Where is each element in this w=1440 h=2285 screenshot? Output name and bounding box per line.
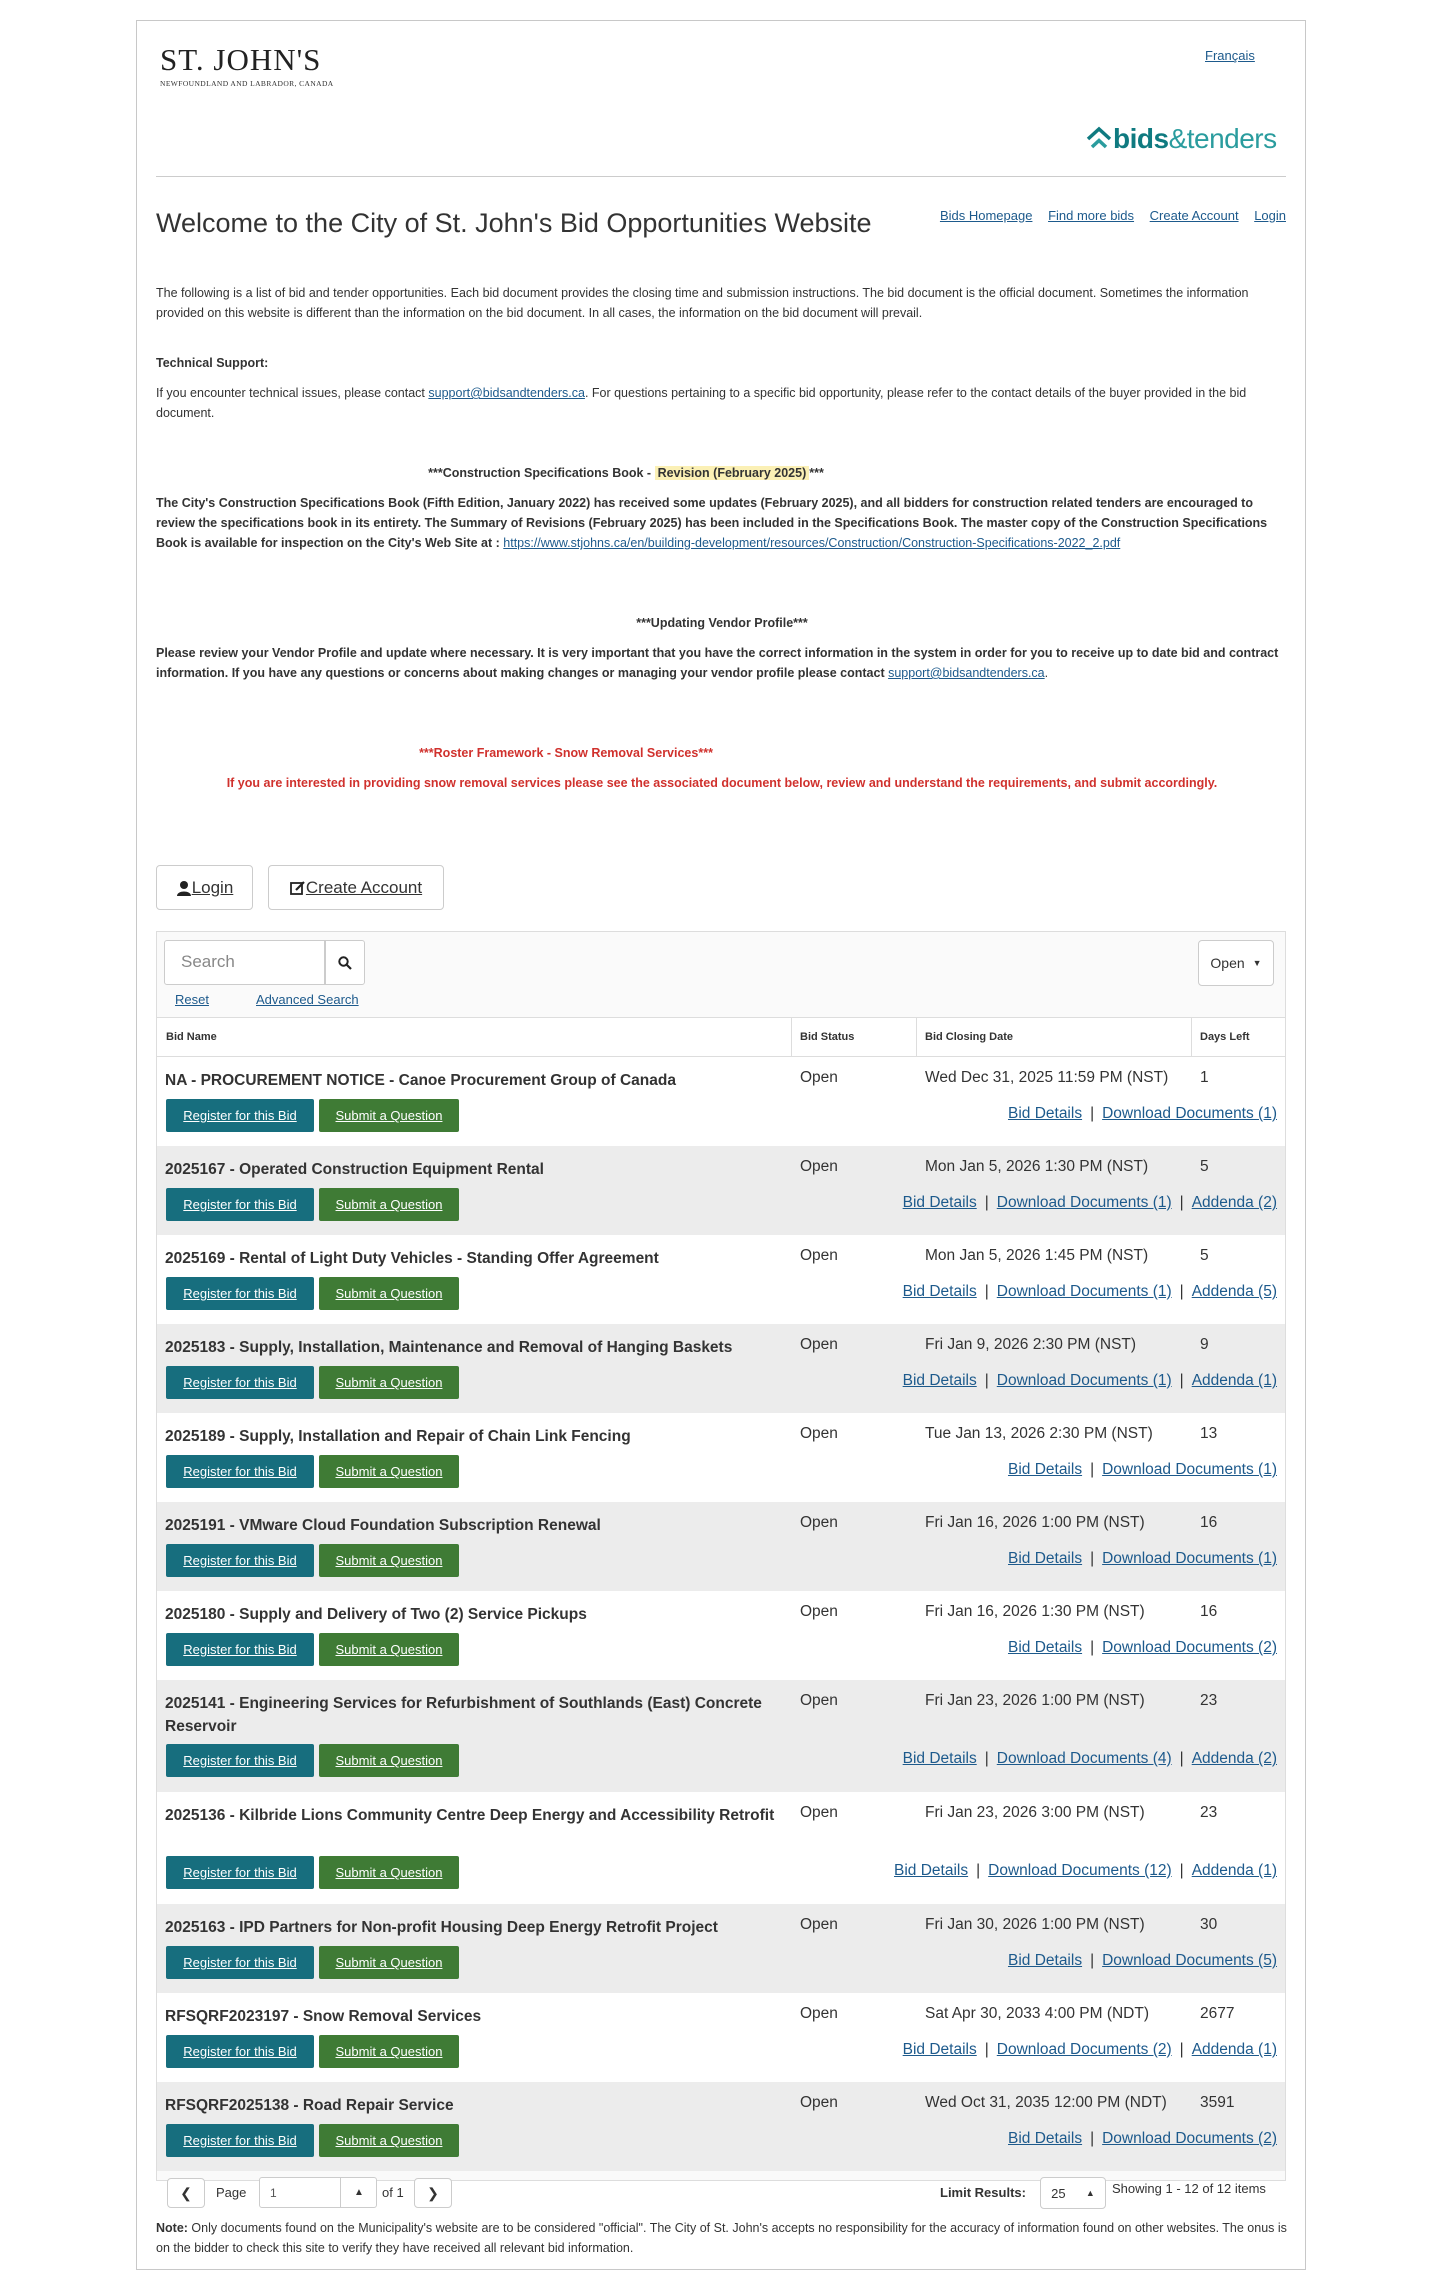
caret-up-icon: ▲ [1085,2188,1095,2198]
bid-name: 2025136 - Kilbride Lions Community Centre Deep Energy and Accessibility Retrofit [165,1807,775,1824]
bid-days-left: 5 [1200,1247,1209,1264]
addenda-link[interactable]: Addenda (2) [1191,1750,1277,1767]
bid-details-link[interactable]: Bid Details [902,1372,977,1389]
brand-tenders: &tenders [1168,123,1277,154]
col-bid-status[interactable]: Bid Status [800,1031,855,1043]
table-header [157,1017,1285,1057]
next-page-button[interactable] [414,2178,452,2208]
spec-pdf-link[interactable]: https://www.stjohns.ca/en/building-development/resources/Construction/Construction-Specifications-2022_2.pdf [503,536,1121,550]
register-bid-button[interactable]: Register for this Bid [166,1946,314,1979]
bid-closing-date: Wed Dec 31, 2025 11:59 PM (NST) [925,1069,1169,1086]
login-link[interactable]: Login [1254,208,1286,223]
edit-icon [290,880,306,896]
page-title: Welcome to the City of St. John's Bid Opportunities Website [156,208,872,238]
download-documents-link[interactable]: Download Documents (4) [996,1750,1172,1767]
bid-name: 2025180 - Supply and Delivery of Two (2) Service Pickups [165,1606,587,1623]
table-row [157,1057,1285,1146]
roster-body: If you are interested in providing snow removal services please see the associated document below, review and understand the requirements, and submit accordingly. [226,776,1218,790]
bid-links [1008,2130,1277,2148]
register-bid-button[interactable]: Register for this Bid [166,1366,314,1399]
bid-days-left: 13 [1200,1425,1218,1442]
link-separator: | [1179,1283,1184,1300]
download-documents-link[interactable]: Download Documents (1) [1102,1550,1277,1567]
submit-question-button[interactable]: Submit a Question [319,2124,459,2157]
spec-heading-post: *** [809,466,824,480]
login-button[interactable] [156,865,253,910]
bid-links [894,1862,1277,1880]
showing-items: Showing 1 - 12 of 12 items [1112,2181,1266,2196]
bid-status: Open [800,2005,838,2022]
chevron-right-icon: ❯ [427,2184,439,2201]
limit-results-dropdown[interactable] [1040,2177,1106,2209]
bid-links [1008,1639,1277,1657]
submit-question-button[interactable]: Submit a Question [319,1277,459,1310]
bid-details-link[interactable]: Bid Details [902,1283,977,1300]
advanced-search-link[interactable]: Advanced Search [256,992,359,1007]
link-separator: | [1179,1194,1184,1211]
register-bid-button[interactable]: Register for this Bid [166,1633,314,1666]
bid-details-link[interactable]: Bid Details [902,1750,977,1767]
bids-tenders-chevron-icon [1085,126,1113,152]
link-separator: | [1179,2041,1184,2058]
bid-details-link[interactable]: Bid Details [902,1194,977,1211]
link-separator: | [984,2041,989,2058]
link-separator: | [1179,1750,1184,1767]
col-divider [1191,1018,1192,1058]
bid-days-left: 9 [1200,1336,1209,1353]
spec-heading-highlight: Revision (February 2025) [655,466,810,480]
table-row [157,1680,1285,1792]
caret-up-icon: ▲ [354,2187,364,2198]
bid-days-left: 23 [1200,1804,1218,1821]
bid-name: RFSQRF2023197 - Snow Removal Services [165,2008,482,2025]
link-separator: | [984,1750,989,1767]
find-more-bids-link[interactable]: Find more bids [1048,208,1135,223]
bid-closing-date: Fri Jan 23, 2026 3:00 PM (NST) [925,1804,1145,1821]
link-separator: | [976,1862,981,1879]
download-documents-link[interactable]: Download Documents (1) [1102,1461,1277,1478]
table-row [157,2082,1285,2171]
download-documents-link[interactable]: Download Documents (1) [996,1372,1172,1389]
submit-question-button[interactable]: Submit a Question [319,1744,459,1777]
register-bid-button[interactable]: Register for this Bid [166,2124,314,2157]
spec-heading-pre: ***Construction Specifications Book - [428,466,655,480]
table-row [157,1904,1285,1993]
link-separator: | [1090,2130,1095,2147]
create-account-button-label: Create Account [305,877,423,897]
bid-links [903,1194,1277,1212]
submit-question-button[interactable]: Submit a Question [319,2035,459,2068]
pagination [157,2171,1285,2213]
spec-body [156,493,1288,553]
bid-status: Open [800,1603,838,1620]
register-bid-button[interactable]: Register for this Bid [166,1188,314,1221]
status-filter-dropdown[interactable] [1198,940,1274,986]
col-bid-closing-date[interactable]: Bid Closing Date [925,1031,1014,1043]
download-documents-link[interactable]: Download Documents (5) [1102,1952,1277,1969]
bid-links [903,1283,1277,1301]
bid-details-link[interactable]: Bid Details [1007,1105,1083,1122]
bid-closing-date: Fri Jan 16, 2026 1:00 PM (NST) [925,1514,1145,1531]
register-bid-button[interactable]: Register for this Bid [166,2035,314,2068]
bid-closing-date: Fri Jan 9, 2026 2:30 PM (NST) [925,1336,1137,1353]
submit-question-button[interactable]: Submit a Question [319,1946,459,1979]
register-bid-button[interactable]: Register for this Bid [166,1856,314,1889]
roster-heading: ***Roster Framework - Snow Removal Services*** [419,746,713,760]
download-documents-link[interactable]: Download Documents (1) [996,1283,1172,1300]
tech-support-heading: Technical Support: [156,356,269,370]
download-documents-link[interactable]: Download Documents (1) [1102,1105,1277,1122]
bid-status: Open [800,1804,838,1821]
table-row [157,1235,1285,1324]
city-logo[interactable] [160,42,370,95]
vendor-email-link[interactable]: support@bidsandtenders.ca [888,666,1045,680]
link-separator: | [984,1283,989,1300]
addenda-link[interactable]: Addenda (2) [1191,1194,1277,1211]
tech-support-post: . For questions pertaining to a specific bid opportunity, please refer to the contact details of the buyer provided in the bid document. [156,386,1247,420]
table-row [157,1993,1285,2082]
bid-details-link[interactable]: Bid Details [902,2041,977,2058]
bid-status: Open [800,1158,838,1175]
table-row [157,1792,1285,1904]
download-documents-link[interactable]: Download Documents (1) [996,1194,1172,1211]
support-email-link[interactable]: support@bidsandtenders.ca [428,386,585,400]
bid-links [1008,1461,1277,1479]
submit-question-button[interactable]: Submit a Question [319,1366,459,1399]
note-text: Only documents found on the Municipality's website are to be considered "official". The City of St. John's accepts no responsibility for the accuracy of information found on other websites. The onus is on the bidder to check this site to verify they have received all relevant bid information. [156,2221,1287,2255]
table-row [157,1502,1285,1591]
bid-closing-date: Wed Oct 31, 2035 12:00 PM (NDT) [925,2094,1167,2111]
bid-name: 2025167 - Operated Construction Equipment Rental [165,1161,544,1178]
bid-closing-date: Mon Jan 5, 2026 1:45 PM (NST) [925,1247,1149,1264]
table-row [157,1591,1285,1680]
bid-status: Open [800,1514,838,1531]
bid-days-left: 30 [1200,1916,1218,1933]
bid-links [903,1750,1277,1768]
download-documents-link[interactable]: Download Documents (12) [988,1862,1172,1879]
addenda-link[interactable]: Addenda (1) [1191,1372,1277,1389]
bid-name: 2025191 - VMware Cloud Foundation Subscription Renewal [165,1517,601,1534]
status-filter-value: Open [1210,955,1245,971]
bid-status: Open [800,1247,838,1264]
bid-name: NA - PROCUREMENT NOTICE - Canoe Procurement Group of Canada [165,1072,676,1089]
submit-question-button[interactable]: Submit a Question [319,1633,459,1666]
limit-results-value: 25 [1051,2185,1066,2201]
bid-days-left: 3591 [1200,2094,1235,2111]
page-label: Page [216,2185,247,2200]
top-nav [928,208,1286,223]
footer-note [156,2218,1288,2258]
bid-status: Open [800,1336,838,1353]
link-separator: | [1090,1550,1095,1567]
bid-days-left: 1 [1200,1069,1209,1086]
bids-tenders-logo[interactable] [1085,124,1277,154]
addenda-link[interactable]: Addenda (1) [1191,2041,1277,2058]
register-bid-button[interactable]: Register for this Bid [166,1744,314,1777]
link-separator: | [1090,1952,1095,1969]
tech-support-pre: If you encounter technical issues, please contact [156,386,429,400]
bids-homepage-link[interactable]: Bids Homepage [939,208,1033,223]
note-label: Note: [156,2221,188,2235]
bid-name: 2025169 - Rental of Light Duty Vehicles - Standing Offer Agreement [165,1250,659,1267]
download-documents-link[interactable]: Download Documents (2) [1102,1639,1277,1656]
vendor-heading: ***Updating Vendor Profile*** [636,616,808,630]
chevron-left-icon: ❮ [180,2184,192,2201]
link-separator: | [1179,1372,1184,1389]
bid-details-link[interactable]: Bid Details [1007,2130,1083,2147]
bid-links [1008,1952,1277,1970]
caret-down-icon: ▼ [1252,958,1262,968]
bid-name: 2025189 - Supply, Installation and Repair of Chain Link Fencing [165,1428,631,1445]
register-bid-button[interactable]: Register for this Bid [166,1544,314,1577]
limit-results-label: Limit Results: [940,2185,1026,2200]
register-bid-button[interactable]: Register for this Bid [166,1455,314,1488]
bid-name: 2025141 - Engineering Services for Refurbishment of Southlands (East) Concrete Reservoir [165,1695,762,1735]
submit-question-button[interactable]: Submit a Question [319,1099,459,1132]
bid-days-left: 16 [1200,1514,1218,1531]
submit-question-button[interactable]: Submit a Question [319,1188,459,1221]
bid-status: Open [800,1069,838,1086]
page-of-label: of 1 [382,2185,404,2200]
link-separator: | [1179,1862,1184,1879]
bid-closing-date: Sat Apr 30, 2033 4:00 PM (NDT) [925,2005,1149,2022]
submit-question-button[interactable]: Submit a Question [319,1856,459,1889]
create-account-link[interactable]: Create Account [1149,208,1239,223]
bid-status: Open [800,2094,838,2111]
addenda-link[interactable]: Addenda (5) [1191,1283,1277,1300]
login-button-label: Login [191,877,234,897]
link-separator: | [1090,1105,1095,1122]
header-divider [156,176,1286,177]
bid-days-left: 23 [1200,1692,1218,1709]
bid-name: RFSQRF2025138 - Road Repair Service [165,2097,454,2114]
bid-name: 2025163 - IPD Partners for Non-profit Housing Deep Energy Retrofit Project [165,1919,718,1936]
logo-wordmark: ST. JOHN'S [160,42,322,77]
bid-closing-date: Fri Jan 16, 2026 1:30 PM (NST) [925,1603,1145,1620]
bid-status: Open [800,1425,838,1442]
search-input[interactable]: Search [164,940,325,985]
bid-days-left: 2677 [1200,2005,1235,2022]
bid-status: Open [800,1692,838,1709]
user-icon [176,880,192,896]
bid-links [1008,1105,1277,1123]
col-days-left[interactable]: Days Left [1200,1031,1250,1043]
brand-bids: bids [1113,123,1169,154]
bid-status: Open [800,1916,838,1933]
bid-links [903,1372,1277,1390]
search-icon [338,956,352,970]
col-divider [791,1018,792,1058]
col-divider [916,1018,917,1058]
bid-closing-date: Mon Jan 5, 2026 1:30 PM (NST) [925,1158,1149,1175]
create-account-button[interactable] [268,865,444,910]
link-separator: | [1090,1461,1095,1478]
col-bid-name[interactable]: Bid Name [166,1031,217,1043]
reset-link[interactable]: Reset [175,992,209,1007]
bid-name: 2025183 - Supply, Installation, Maintenance and Removal of Hanging Baskets [165,1339,733,1356]
vendor-body [156,643,1288,683]
bid-links [1008,1550,1277,1568]
page-spinner[interactable] [340,2177,377,2208]
prev-page-button[interactable] [167,2178,205,2208]
link-separator: | [1090,1639,1095,1656]
link-separator: | [984,1194,989,1211]
download-documents-link[interactable]: Download Documents (2) [996,2041,1172,2058]
bid-links [903,2041,1277,2059]
register-bid-button[interactable]: Register for this Bid [166,1099,314,1132]
bid-days-left: 16 [1200,1603,1218,1620]
language-link[interactable]: Français [1205,48,1255,63]
bid-closing-date: Tue Jan 13, 2026 2:30 PM (NST) [925,1425,1153,1442]
bid-closing-date: Fri Jan 30, 2026 1:00 PM (NST) [925,1916,1145,1933]
page-number-input[interactable]: 1 [259,2177,377,2208]
bid-details-link[interactable]: Bid Details [1007,1639,1083,1656]
link-separator: | [984,1372,989,1389]
spec-body-text: The City's Construction Specifications Book (Fifth Edition, January 2022) has received some updates (February 2025), and all bidders for construction related tenders are encouraged to review the specifications book in its entirety. The Summary of Revisions (February 2025) has been included in the Specifications Book. The master copy of the Construction Specifications Book is available for inspection on the City's Web Site at : [156,496,1268,550]
intro-text: The following is a list of bid and tender opportunities. Each bid document provides the closing time and submission instructions. The bid document is the official document. Sometimes the information provided on this website is different than the information on the bid document. In all cases, the information on the bid document will prevail. [156,286,1249,320]
bid-details-link[interactable]: Bid Details [1007,1952,1083,1969]
vendor-body-post: . [1044,666,1049,680]
bid-closing-date: Fri Jan 23, 2026 1:00 PM (NST) [925,1692,1145,1709]
bid-details-link[interactable]: Bid Details [894,1862,969,1879]
vendor-body-text: Please review your Vendor Profile and update where necessary. It is very important that you have the correct information in the system in order for you to receive up to date bid and contract information. If you have any questions or concerns about making changes or managing your vendor profile please contact [156,646,1279,680]
bid-details-link[interactable]: Bid Details [1007,1550,1083,1567]
submit-question-button[interactable]: Submit a Question [319,1455,459,1488]
bid-details-link[interactable]: Bid Details [1007,1461,1083,1478]
search-button[interactable] [325,940,365,985]
table-row [157,1413,1285,1502]
table-row [157,1324,1285,1413]
table-row [157,1146,1285,1235]
submit-question-button[interactable]: Submit a Question [319,1544,459,1577]
register-bid-button[interactable]: Register for this Bid [166,1277,314,1310]
spec-heading [156,463,1096,483]
addenda-link[interactable]: Addenda (1) [1191,1862,1277,1879]
bid-days-left: 5 [1200,1158,1209,1175]
tech-support-text [156,383,1288,423]
download-documents-link[interactable]: Download Documents (2) [1102,2130,1277,2147]
logo-subtitle: NEWFOUNDLAND AND LABRADOR, CANADA [160,79,334,88]
